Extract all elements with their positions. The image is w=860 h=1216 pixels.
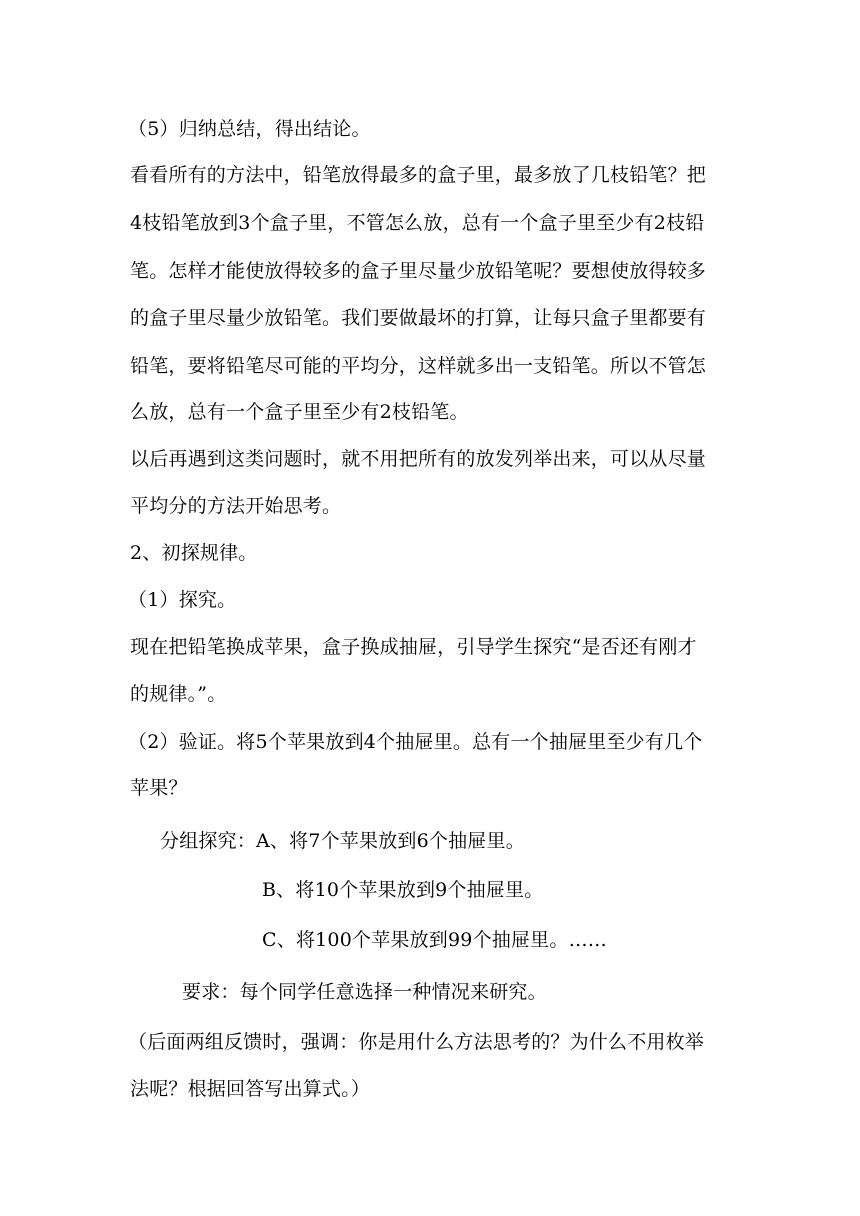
- note-line: （后面两组反馈时，强调：你是用什么方法思考的？为什么不用枚举: [128, 1031, 705, 1053]
- paragraph-line: 4枝铅笔放到3个盒子里，不管怎么放，总有一个盒子里至少有2枝铅: [130, 212, 705, 234]
- paragraph-line: 的规律。”。: [130, 683, 227, 705]
- paragraph-line: 笔。怎样才能使放得较多的盒子里尽量少放铅笔呢？要想使放得较多: [130, 260, 707, 282]
- heading-explore: （1）探究。: [128, 589, 237, 611]
- paragraph-line: 的盒子里尽量少放铅笔。我们要做最坏的打算，让每只盒子里都要有: [130, 307, 707, 329]
- group-task-c: C、将100个苹果放到99个抽屉里。……: [262, 929, 607, 951]
- requirement-line: 要求：每个同学任意选择一种情况来研究。: [182, 981, 547, 1003]
- group-task-a: 分组探究：A、将7个苹果放到6个抽屉里。: [160, 830, 525, 852]
- paragraph-line: 现在把铅笔换成苹果，盒子换成抽屉，引导学生探究“是否还有刚才: [130, 636, 697, 658]
- paragraph-line: 苹果？: [130, 777, 188, 799]
- paragraph-line: 看看所有的方法中，铅笔放得最多的盒子里，最多放了几枝铅笔？把: [130, 164, 707, 186]
- paragraph-line: 么放，总有一个盒子里至少有2枝铅笔。: [130, 401, 469, 423]
- heading-explore-rule: 2、初探规律。: [130, 542, 258, 564]
- paragraph-line: 平均分的方法开始思考。: [130, 495, 342, 517]
- paragraph-line: 铅笔，要将铅笔尽可能的平均分，这样就多出一支铅笔。所以不管怎: [130, 355, 707, 377]
- heading-summary: （5）归纳总结，得出结论。: [128, 118, 371, 140]
- paragraph-line: 以后再遇到这类问题时，就不用把所有的放发列举出来，可以从尽量: [130, 448, 707, 470]
- heading-verify: （2）验证。将5个苹果放到4个抽屉里。总有一个抽屉里至少有几个: [128, 731, 703, 753]
- note-line: 法呢？根据回答写出算式。）: [130, 1078, 371, 1100]
- group-task-b: B、将10个苹果放到9个抽屉里。: [262, 879, 544, 901]
